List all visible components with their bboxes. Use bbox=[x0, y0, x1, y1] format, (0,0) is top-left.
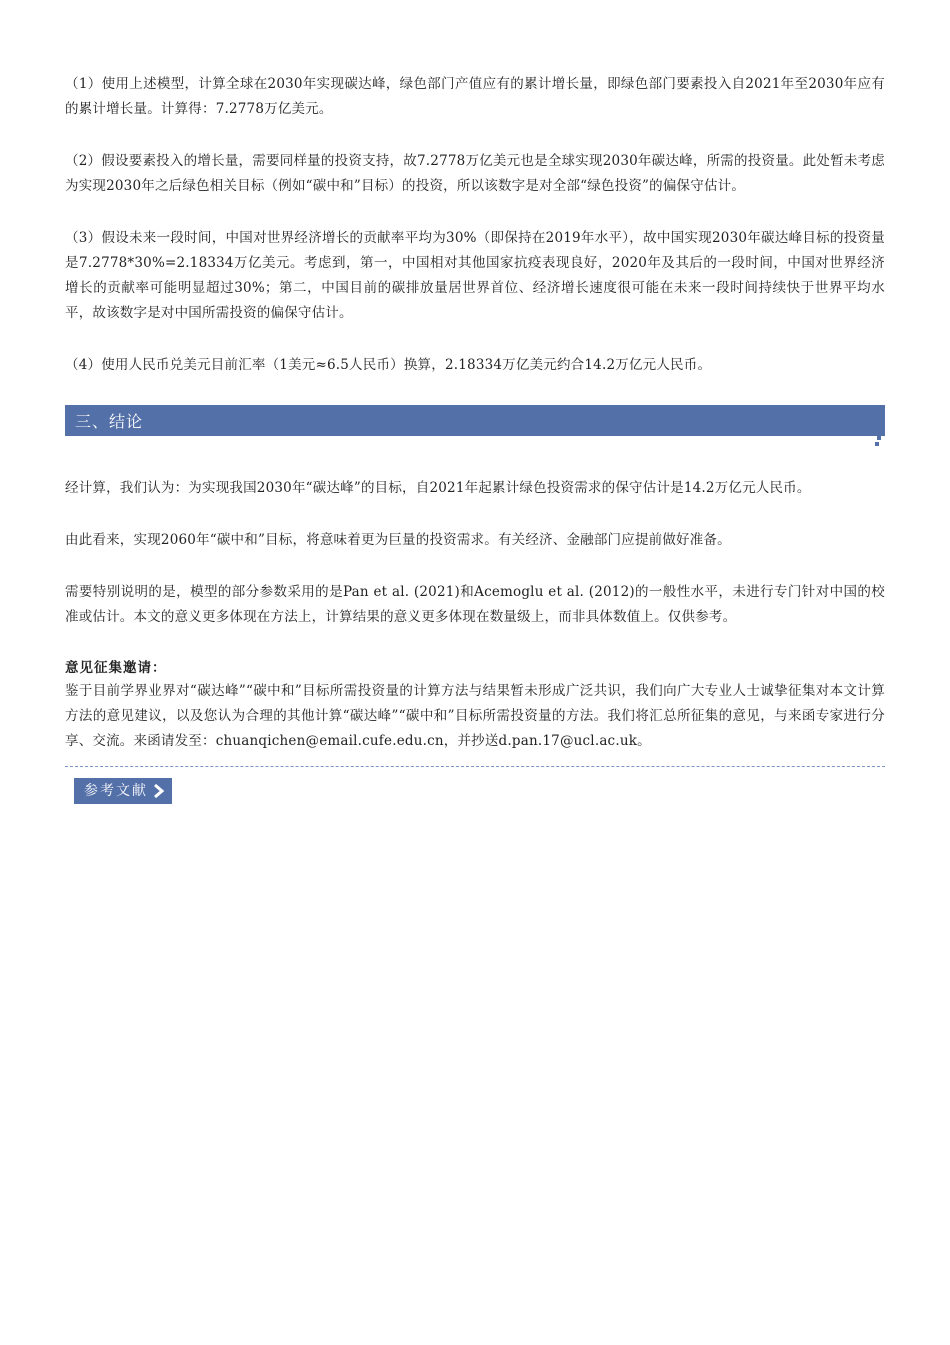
paragraph-step-4: （4）使用人民币兑美元目前汇率（1美元≈6.5人民币）换算，2.18334万亿美元约合14.2万亿元人民币。 bbox=[65, 357, 712, 373]
spacer bbox=[65, 436, 885, 476]
decorative-square-icon bbox=[877, 422, 881, 426]
decorative-square-icon bbox=[877, 436, 881, 440]
paragraph-step-2: （2）假设要素投入的增长量，需要同样量的投资支持，故7.2778万亿美元也是全球实现2030年碳达峰，所需的投资量。此处暂未考虑为实现2030年之后绿色相关目标（例如“碳中和”目标）的投资，所以该数字是对全部“绿色投资”的偏保守估计。 bbox=[65, 153, 885, 194]
paragraph-step-3: （3）假设未来一段时间，中国对世界经济增长的贡献率平均为30%（即保持在2019年水平），故中国实现2030年碳达峰目标的投资量是7.2778*30%=2.18334万亿美元。考虑到，第一，中国相对其他国家抗疫表现良好，2020年及其后的一段时间，中国对世界经济增长的贡献率可能明显超过30%；第二，中国目前的碳排放量居世界首位、经济增长速度很可能在未来一段时间持续快于世界平均水平，故该数字是对中国所需投资的偏保守估计。 bbox=[65, 230, 885, 321]
document-page bbox=[65, 72, 885, 804]
paragraph-step-1: （1）使用上述模型，计算全球在2030年实现碳达峰，绿色部门产值应有的累计增长量，即绿色部门要素投入自2021年至2030年应有的累计增长量。计算得：7.2778万亿美元。 bbox=[65, 76, 885, 117]
references-button[interactable] bbox=[74, 778, 172, 804]
chevron-right-icon bbox=[152, 784, 166, 798]
conclusion-paragraph-2: 由此看来，实现2060年“碳中和”目标，将意味着更为巨量的投资需求。有关经济、金融部门应提前做好准备。 bbox=[65, 532, 731, 548]
decorative-square-icon bbox=[873, 429, 877, 433]
conclusion-paragraph-1: 经计算，我们认为：为实现我国2030年“碳达峰”的目标，自2021年起累计绿色投资需求的保守估计是14.2万亿元人民币。 bbox=[65, 480, 811, 496]
invitation-body: 鉴于目前学界业界对“碳达峰”“碳中和”目标所需投资量的计算方法与结果暂未形成广泛共识，我们向广大专业人士诚挚征集对本文计算方法的意见建议，以及您认为合理的其他计算“碳达峰”“碳中和”目标所需投资量的方法。我们将汇总所征集的意见，与来函专家进行分享、交流。来函请发至：chuanqichen@email.cufe.edu.cn，并抄送d.pan.17@ucl.ac.uk。 bbox=[65, 683, 885, 749]
decorative-square-icon bbox=[875, 442, 879, 446]
section-header-conclusion bbox=[65, 405, 885, 436]
conclusion-paragraph-3: 需要特别说明的是，模型的部分参数采用的是Pan et al. (2021)和Acemoglu et al. (2012)的一般性水平，未进行专门针对中国的校准或估计。本文的意义更多体现在方法上，计算结果的意义更多体现在数量级上，而非具体数值上。仅供参考。 bbox=[65, 584, 885, 625]
dashed-divider bbox=[65, 766, 885, 767]
invitation-heading: 意见征集邀请： bbox=[65, 660, 167, 676]
section-title: 三、结论 bbox=[75, 412, 144, 431]
references-button-label: 参考文献 bbox=[84, 783, 148, 799]
